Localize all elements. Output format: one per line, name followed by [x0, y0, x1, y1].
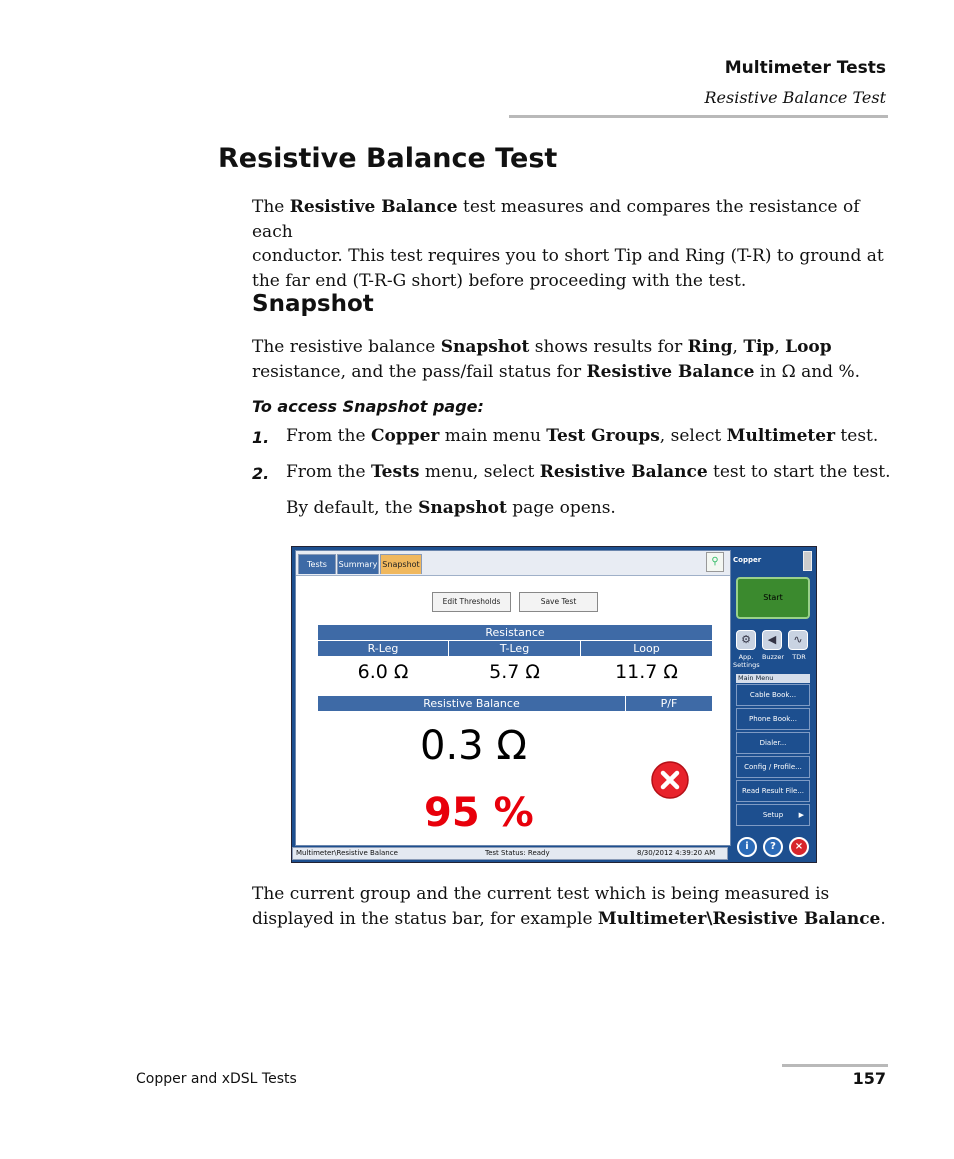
balance-ohm-value: 0.3 Ω: [420, 723, 527, 769]
start-button[interactable]: Start: [736, 577, 810, 619]
tab-summary[interactable]: Summary: [337, 554, 379, 574]
step-number: 2.: [252, 464, 270, 483]
page-number: 157: [852, 1069, 886, 1088]
menu-item-dialer[interactable]: Dialer...: [736, 732, 810, 754]
header-rule: [509, 115, 888, 118]
column-t-leg: T-Leg: [449, 641, 580, 656]
main-menu-header: Main Menu: [736, 674, 810, 683]
edit-thresholds-button[interactable]: Edit Thresholds: [432, 592, 511, 612]
chevron-right-icon: ▶: [798, 811, 804, 819]
tdr-label: TDR: [792, 653, 806, 661]
running-header-section: Resistive Balance Test: [704, 88, 886, 107]
loop-value: 11.7 Ω: [615, 661, 678, 683]
menu-item-setup-label: Setup: [762, 811, 784, 819]
intro-paragraph: The Resistive Balance test measures and compares the resistance of each conductor. This test requires you to short Tip and Ring (T-R) to ground at the far end (T-R-G short) before proceeding with the test.: [252, 197, 884, 291]
buzzer-label: Buzzer: [761, 653, 785, 661]
buzzer-icon[interactable]: ◀: [762, 630, 782, 650]
status-datetime: 8/30/2012 4:39:20 AM: [637, 849, 716, 857]
save-test-button[interactable]: Save Test: [519, 592, 598, 612]
device-screenshot: [291, 546, 817, 863]
menu-item-cable-book[interactable]: Cable Book...: [736, 684, 810, 706]
step-text: From the Tests menu, select Resistive Balance test to start the test.: [286, 462, 891, 482]
info-icon[interactable]: i: [737, 837, 757, 857]
step-number: 1.: [252, 428, 270, 447]
balance-header: Resistive Balance: [318, 696, 625, 711]
snapshot-panel: [295, 550, 731, 846]
footer-rule: [782, 1064, 888, 1067]
network-status-icon[interactable]: ⚲: [706, 552, 724, 572]
snapshot-heading: Snapshot: [252, 291, 374, 317]
step-text: From the Copper main menu Test Groups, select Multimeter test.: [286, 426, 879, 446]
step-note: By default, the Snapshot page opens.: [286, 498, 616, 518]
tab-bar: [296, 551, 730, 576]
footer-book-title: Copper and xDSL Tests: [136, 1071, 297, 1087]
resistance-header: Resistance: [318, 625, 712, 640]
snapshot-paragraph: The resistive balance Snapshot shows results for Ring, Tip, Loop resistance, and the pass/fail status for Resistive Balance in Ω and %.: [252, 337, 861, 382]
r-leg-value: 6.0 Ω: [357, 661, 409, 683]
battery-icon: [803, 551, 812, 571]
column-loop: Loop: [581, 641, 712, 656]
app-settings-label: App. Settings: [733, 653, 760, 669]
menu-item-config-profile[interactable]: Config / Profile...: [736, 756, 810, 778]
closing-paragraph: The current group and the current test which is being measured is displayed in the status bar, for example Multimeter\Resistive Balance.: [252, 884, 886, 929]
menu-item-read-result-file[interactable]: Read Result File...: [736, 780, 810, 802]
page-title: Resistive Balance Test: [218, 143, 558, 174]
menu-item-phone-book[interactable]: Phone Book...: [736, 708, 810, 730]
procedure-title: To access Snapshot page:: [252, 397, 484, 416]
help-icon[interactable]: ?: [763, 837, 783, 857]
tab-tests[interactable]: Tests: [298, 554, 336, 574]
balance-percent-value: 95 %: [424, 790, 534, 836]
pf-header: P/F: [626, 696, 712, 711]
status-path: Multimeter\Resistive Balance: [296, 849, 398, 857]
side-title: Copper: [733, 556, 762, 564]
column-r-leg: R-Leg: [318, 641, 448, 656]
t-leg-value: 5.7 Ω: [489, 661, 540, 683]
status-bar: [292, 847, 728, 860]
app-settings-icon[interactable]: ⚙: [736, 630, 756, 650]
running-header-chapter: Multimeter Tests: [724, 58, 886, 78]
tab-snapshot[interactable]: Snapshot: [380, 554, 422, 574]
tdr-icon[interactable]: ∿: [788, 630, 808, 650]
status-text: Test Status: Ready: [485, 849, 550, 857]
fail-icon: [650, 760, 690, 800]
close-icon[interactable]: ×: [789, 837, 809, 857]
side-panel: [733, 550, 814, 860]
menu-item-setup[interactable]: [736, 804, 810, 826]
